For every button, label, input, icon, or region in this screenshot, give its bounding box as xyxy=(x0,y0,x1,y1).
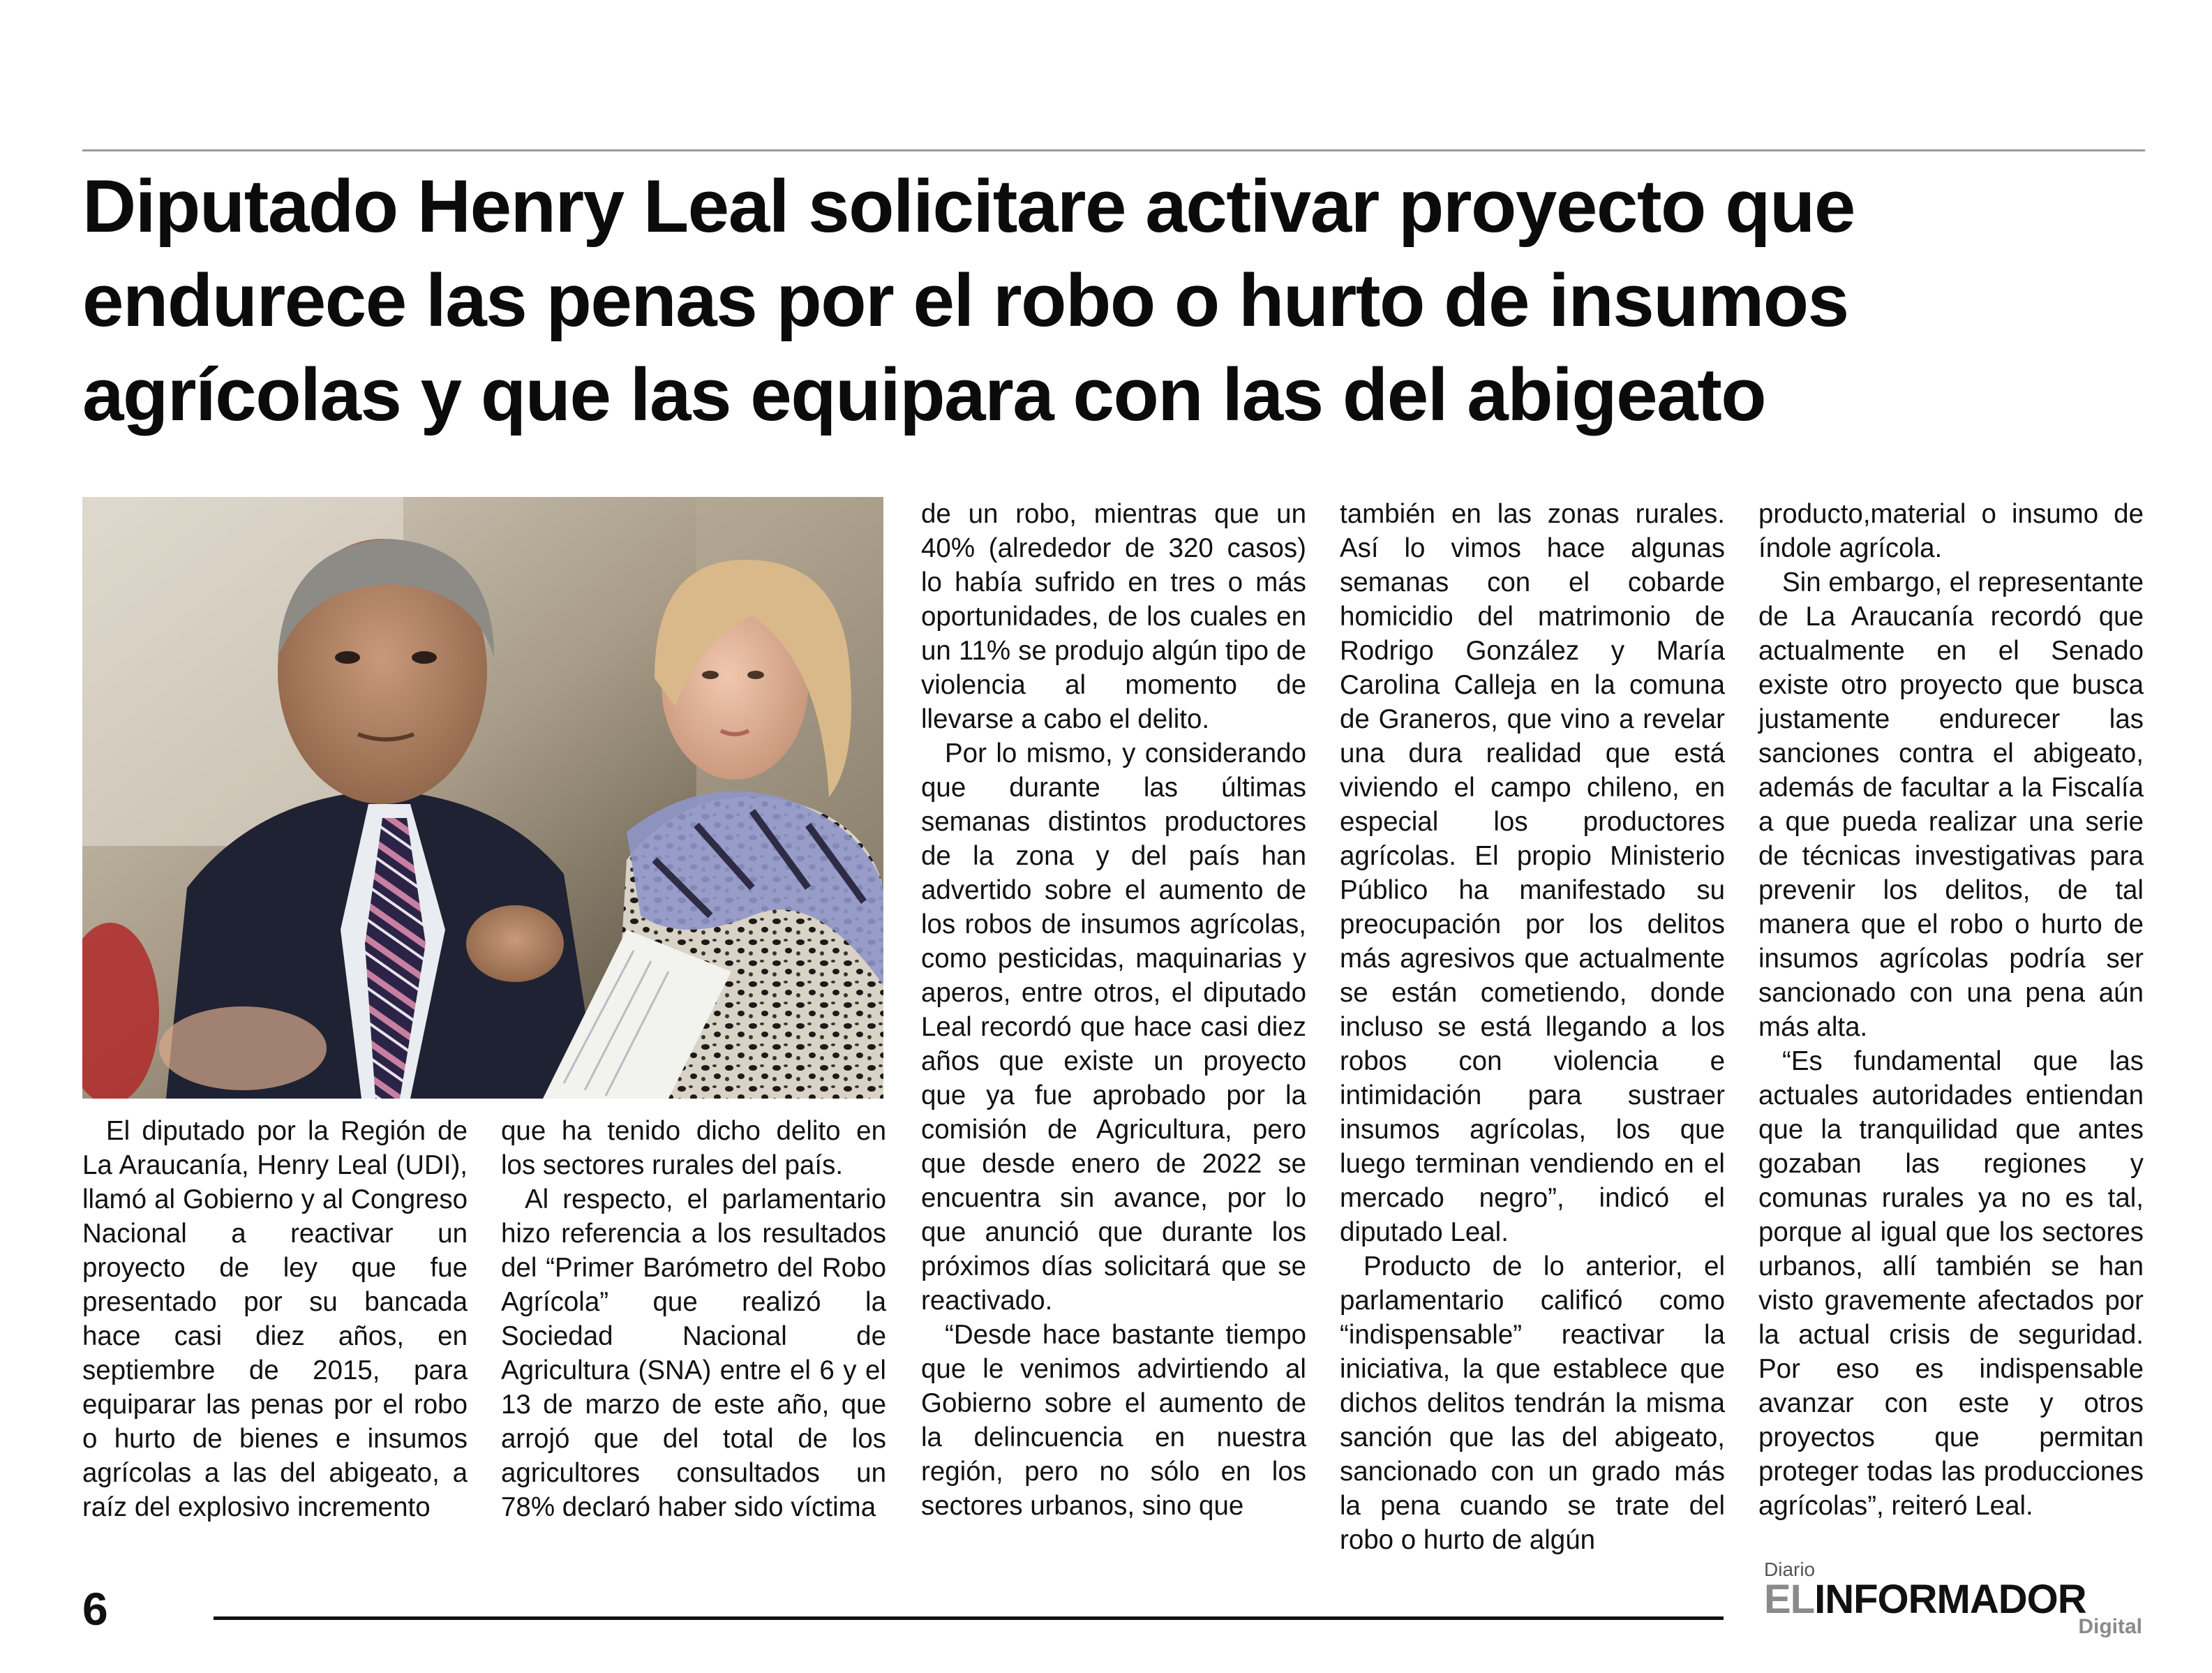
article-column-2 xyxy=(501,1114,886,1524)
logo-el-text: EL xyxy=(1764,1577,1815,1622)
article-column-4 xyxy=(1340,497,1725,1557)
footer-rule xyxy=(214,1616,1724,1620)
article-paragraph: “Es fundamental que las actuales autoridades entiendan que la tranquilidad que antes gozaban las regiones y comunas rurales ya no es tal, porque al igual que los sectores urbanos, allí también se han visto gravemente afectados por la actual crisis de seguridad. Por eso es indispensable avanzar con este y otros proyectos que permitan proteger todas las producciones agrícolas”, reiteró Leal. xyxy=(1758,1046,2144,1521)
article-paragraph: Al respecto, el parlamentario hizo referencia a los resultados del “Primer Barómetro del Robo Agrícola” que realizó la Sociedad Nacional de Agricultura (SNA) entre el 6 y el 13 de marzo de este año, que arrojó que del total de los agricultores consultados un 78% declaró haber sido víctima xyxy=(501,1184,886,1522)
article-photo xyxy=(82,497,883,1099)
article-column-5 xyxy=(1758,497,2144,1523)
article-paragraph: que ha tenido dicho delito en los sectores rurales del país. xyxy=(501,1116,886,1180)
article-column-3 xyxy=(921,497,1306,1523)
article-paragraph: producto,material o insumo de índole agrícola. xyxy=(1758,499,2144,563)
publication-logo xyxy=(1758,1555,2149,1639)
top-rule xyxy=(82,149,2145,151)
logo-wordmark xyxy=(1764,1579,2086,1621)
article-column-1 xyxy=(82,1114,468,1524)
article-paragraph: de un robo, mientras que un 40% (alrededor de 320 casos) lo había sufrido en tres o más oportunidades, de los cuales en un 11% se produjo algún tipo de violencia al momento de llevarse a cabo el delito. xyxy=(921,499,1306,734)
article-paragraph: El diputado por la Región de La Araucanía, Henry Leal (UDI), llamó al Gobierno y al Congreso Nacional a reactivar un proyecto de ley que fue presentado por su bancada hace casi diez años, en septiembre de 2015, para equiparar las penas por el robo o hurto de bienes e insumos agrícolas a las del abigeato, a raíz del explosivo incremento xyxy=(82,1116,468,1522)
photo-illustration xyxy=(82,497,883,1099)
logo-informador-text: INFORMADOR xyxy=(1814,1577,2086,1622)
article-paragraph: “Desde hace bastante tiempo que le venimos advirtiendo al Gobierno sobre el aumento de la delincuencia en nuestra región, pero no sólo en los sectores urbanos, sino que xyxy=(921,1320,1306,1521)
article-headline: Diputado Henry Leal solicitare activar proyecto que endurece las penas por el robo o hurto de insumos agrícolas y que las equipara con las del abigeato xyxy=(82,164,1855,436)
article-paragraph: Sin embargo, el representante de La Araucanía recordó que actualmente en el Senado existe otro proyecto que busca justamente endurecer las sanciones contra el abigeato, además de facultar a la Fiscalía a que pueda realizar una serie de técnicas investigativas para prevenir los delitos, de tal manera que el robo o hurto de insumos agrícolas podría ser sancionado con una pena aún más alta. xyxy=(1758,567,2144,1042)
article-paragraph: Por lo mismo, y considerando que durante las últimas semanas distintos productores de la zona y del país han advertido sobre el aumento de los robos de insumos agrícolas, como pesticidas, maquinarias y aperos, entre otros, el diputado Leal recordó que hace casi diez años que existe un proyecto que ya fue aprobado por la comisión de Agricultura, pero que desde enero de 2022 se encuentra sin avance, por lo que anunció que durante los próximos días solicitará que se reactivado. xyxy=(921,738,1306,1316)
article-paragraph: Producto de lo anterior, el parlamentario calificó como “indispensable” reactivar la iniciativa, la que establece que dichos delitos tendrán la misma sanción que las del abigeato, sancionado con un grado más la pena cuando se trate del robo o hurto de algún xyxy=(1340,1251,1725,1555)
logo-diario-text: Diario xyxy=(1764,1559,1816,1580)
article-paragraph: también en las zonas rurales. Así lo vimos hace algunas semanas con el cobarde homicidio del matrimonio de Rodrigo González y María Carolina Calleja en la comuna de Graneros, que vino a revelar una dura realidad que está viviendo el campo chileno, en especial los productores agrícolas. El propio Ministerio Público ha manifestado su preocupación por los delitos más agresivos que actualmente se están cometiendo, donde incluso se está llegando a los robos con violencia e intimidación para sustraer insumos agrícolas, los que luego terminan vendiendo en el mercado negro”, indicó el diputado Leal. xyxy=(1340,499,1725,1247)
logo-digital-text: Digital xyxy=(2078,1615,2142,1638)
page-number: 6 xyxy=(82,1583,108,1635)
